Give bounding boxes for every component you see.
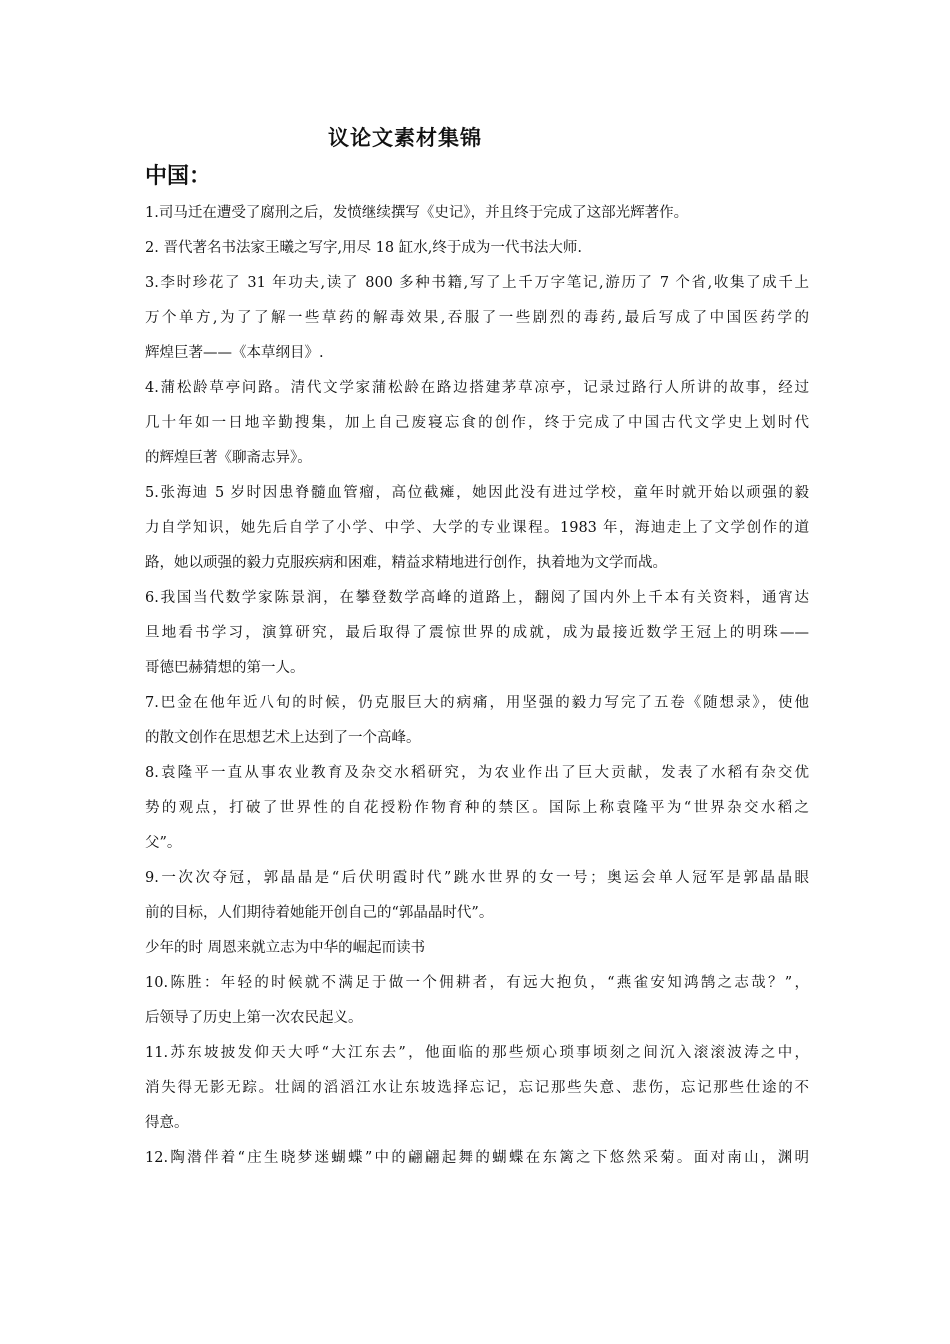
- body-line: 哥德巴赫猜想的第一人。: [145, 660, 305, 676]
- body-line: 8.袁隆平一直从事农业教育及杂交水稻研究，为农业作出了巨大贡献，发表了水稻有杂交优: [145, 765, 809, 781]
- body-line: 11.苏东坡披发仰天大呼“大江东去”，他面临的那些烦心琐事顷刻之间沉入滚滚波涛之中，: [145, 1045, 809, 1061]
- body-line: 前的目标，人们期待着她能开创自己的“郭晶晶时代”。: [145, 905, 494, 921]
- body-line: 9.一次次夺冠，郭晶晶是“后伏明霞时代”跳水世界的女一号；奥运会单人冠军是郭晶晶眼: [145, 870, 809, 886]
- body-line: 辉煌巨著——《本草纲目》.: [145, 345, 324, 361]
- body-line: 力自学知识，她先后自学了小学、中学、大学的专业课程。1983 年，海迪走上了文学创作的道: [145, 520, 809, 536]
- body-line: 6.我国当代数学家陈景润，在攀登数学高峰的道路上，翻阅了国内外上千本有关资料，通宵达: [145, 590, 809, 606]
- body-line: 父”。: [145, 835, 182, 851]
- document-body: [145, 196, 809, 1176]
- body-line: 1.司马迁在遭受了腐刑之后，发愤继续撰写《史记》，并且终于完成了这部光辉著作。: [145, 205, 689, 221]
- body-line: 消失得无影无踪。壮阔的滔滔江水让东坡选择忘记，忘记那些失意、悲伤，忘记那些仕途的不: [145, 1080, 809, 1096]
- body-line: 3.李时珍花了 31 年功夫,读了 800 多种书籍,写了上千万字笔记,游历了 7 个省,收集了成千上: [145, 275, 809, 291]
- body-line: 4.蒲松龄草亭问路。清代文学家蒲松龄在路边搭建茅草凉亭，记录过路行人所讲的故事，经过: [145, 380, 809, 396]
- body-line: 路，她以顽强的毅力克服疾病和困难，精益求精地进行创作，执着地为文学而战。: [145, 555, 667, 571]
- body-line: 势的观点，打破了世界性的自花授粉作物育种的禁区。国际上称袁隆平为“世界杂交水稻之: [145, 800, 809, 816]
- body-line: 5.张海迪 5 岁时因患脊髓血管瘤，高位截瘫，她因此没有进过学校，童年时就开始以顽强的毅: [145, 485, 809, 501]
- body-line: 10.陈胜：年轻的时候就不满足于做一个佣耕者，有远大抱负，“燕雀安知鸿鹄之志哉？”，: [145, 975, 809, 991]
- body-line: 2. 晋代著名书法家王曦之写字,用尽 18 缸水,终于成为一代书法大师.: [145, 240, 582, 256]
- body-line: 后领导了历史上第一次农民起义。: [145, 1010, 363, 1026]
- body-line: 万个单方,为了了解一些草药的解毒效果,吞服了一些剧烈的毒药,最后写成了中国医药学的: [145, 310, 809, 326]
- body-line: 得意。: [145, 1115, 189, 1131]
- section-heading: 中国：: [145, 164, 212, 189]
- body-line: 少年的时 周恩来就立志为中华的崛起而读书: [145, 940, 426, 956]
- body-line: 7.巴金在他年近八旬的时候，仍克服巨大的病痛，用坚强的毅力写完了五卷《随想录》，使他: [145, 695, 809, 711]
- body-line: 几十年如一日地辛勤搜集，加上自己废寝忘食的创作，终于完成了中国古代文学史上划时代: [145, 415, 809, 431]
- body-line: 旦地看书学习，演算研究，最后取得了震惊世界的成就，成为最接近数学王冠上的明珠——: [145, 625, 809, 641]
- body-line: 12.陶潜伴着“庄生晓梦迷蝴蝶”中的翩翩起舞的蝴蝶在东篱之下悠然采菊。面对南山，渊明: [145, 1150, 809, 1166]
- body-line: 的散文创作在思想艺术上达到了一个高峰。: [145, 730, 421, 746]
- document-title: 议论文素材集锦: [328, 126, 482, 150]
- body-line: 的辉煌巨著《聊斋志异》。: [145, 450, 312, 466]
